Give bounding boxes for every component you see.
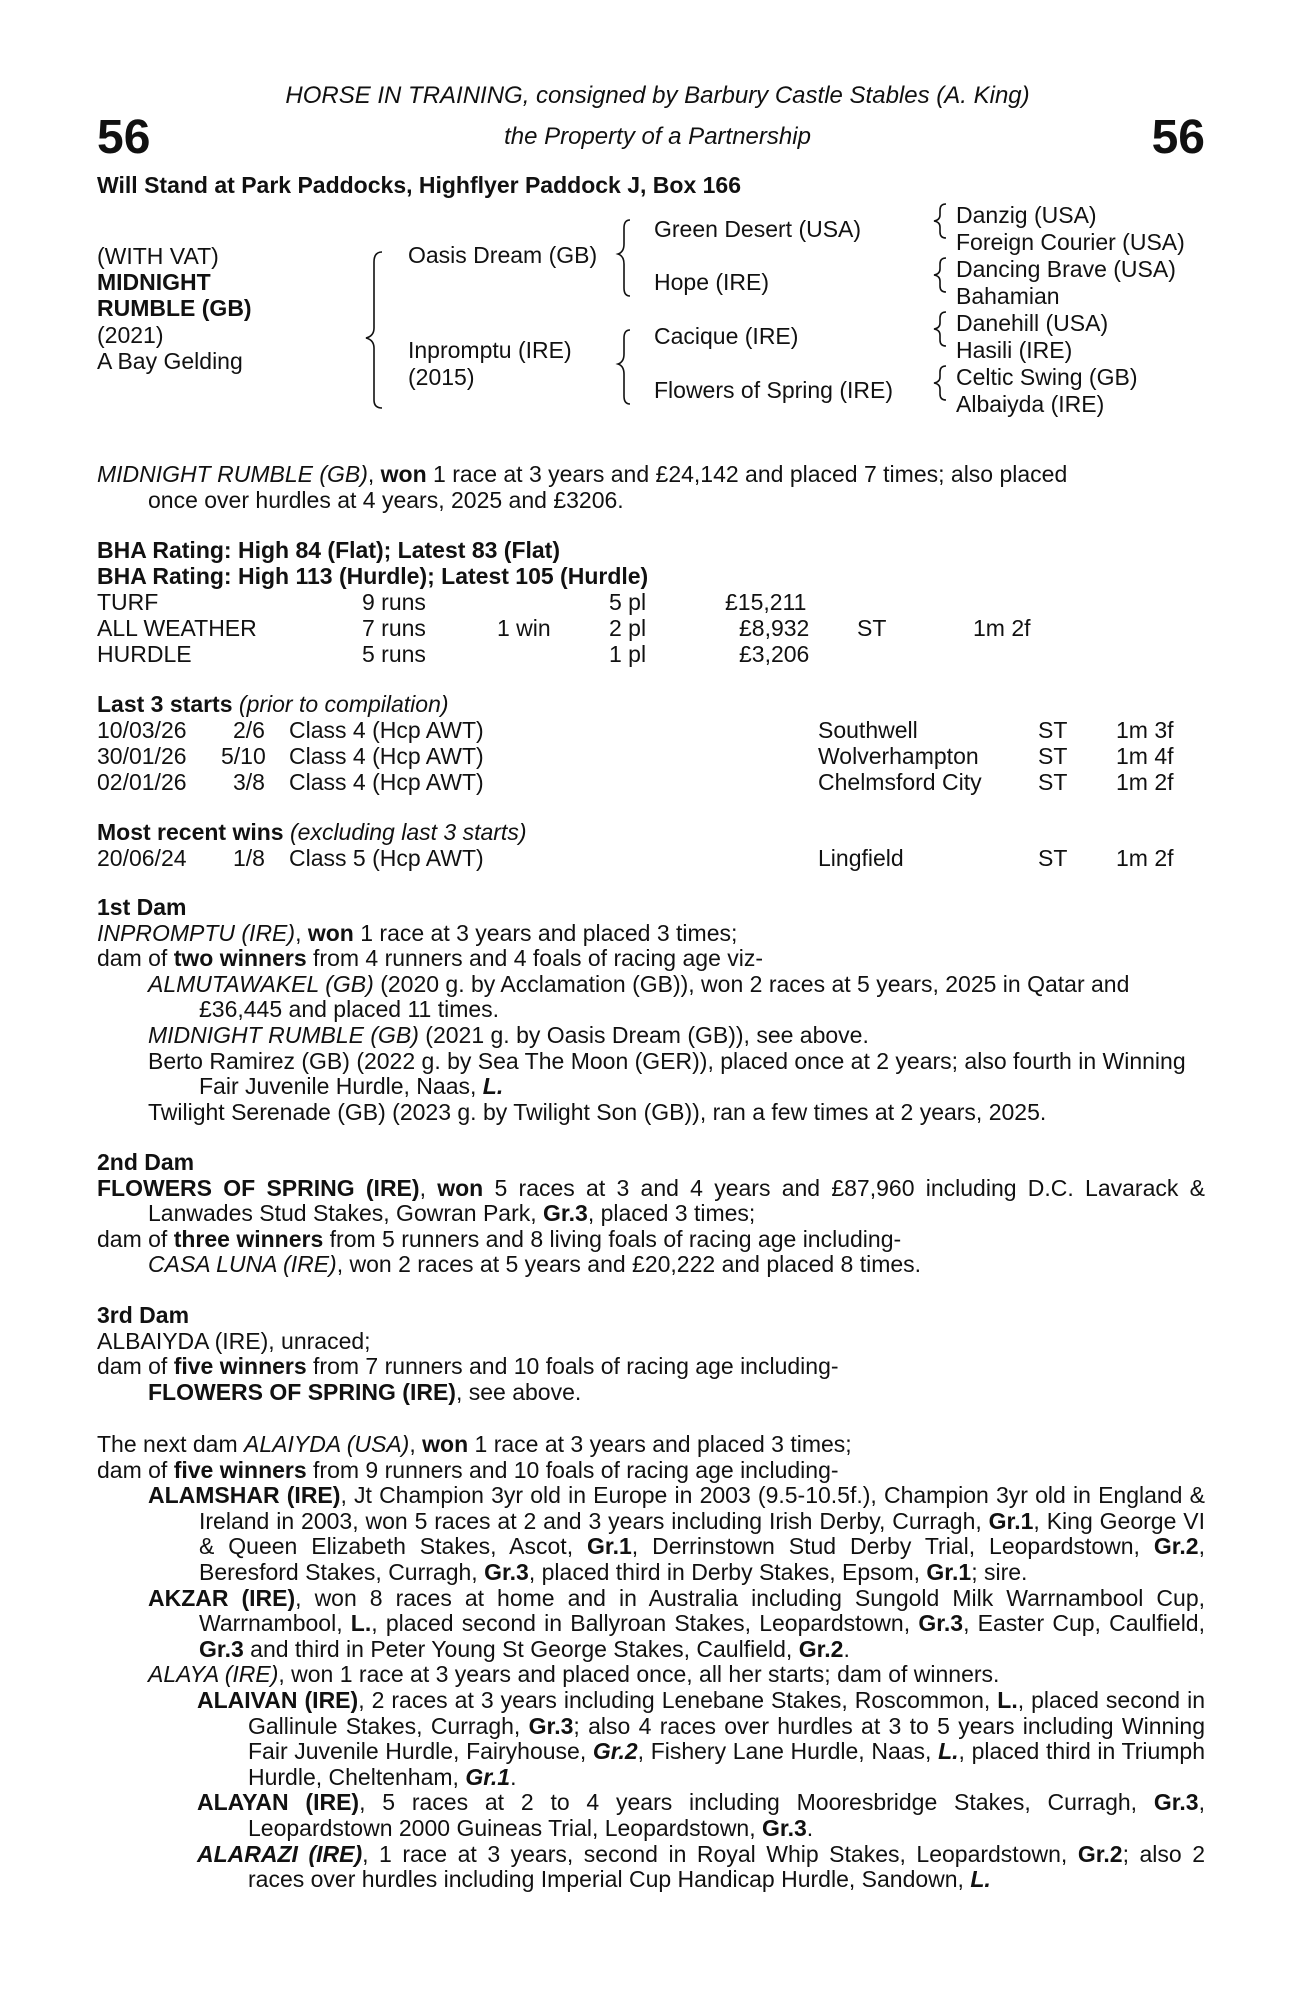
gen4-7: Celtic Swing (GB) xyxy=(956,364,1138,390)
progeny-text: , won 1 race at 3 years and placed once, all her starts; dam of winners. xyxy=(278,1661,1000,1688)
sire: Oasis Dream (GB) xyxy=(408,242,598,268)
progeny-name: FLOWERS OF SPRING (IRE) xyxy=(148,1378,456,1405)
progeny-alaya xyxy=(97,1662,1205,1688)
grade: Gr.1 xyxy=(926,1558,972,1585)
progeny-name: CASA LUNA (IRE) xyxy=(148,1251,337,1278)
progeny-text: Twilight Serenade (GB) (2023 g. by Twilight Son (GB)), ran a few times at 2 years, 2025. xyxy=(148,1098,1047,1125)
location-line: Will Stand at Park Paddocks, Highflyer Paddock J, Box 166 xyxy=(97,172,741,198)
start-going: ST xyxy=(1038,717,1068,743)
start-going: ST xyxy=(1038,769,1068,795)
gen4-1: Danzig (USA) xyxy=(956,202,1097,228)
win-course: Lingfield xyxy=(818,845,904,871)
gen4-2: Foreign Courier (USA) xyxy=(956,229,1185,255)
progeny-text: , Easter Cup, Caulfield, xyxy=(963,1610,1205,1637)
next-dam-runners: from 9 runners and 10 foals of racing age including- xyxy=(306,1456,839,1483)
progeny-item xyxy=(97,1023,1205,1049)
start-course: Southwell xyxy=(818,717,918,743)
last3-note: (prior to compilation) xyxy=(232,691,449,717)
record-runs: 7 runs xyxy=(362,615,426,641)
progeny-text: , placed third in Triumph Hurdle, Cheltenham, xyxy=(248,1738,1206,1790)
record-wins: 1 win xyxy=(497,615,551,641)
sire-dam: Hope (IRE) xyxy=(654,269,770,295)
record-runs: 9 runs xyxy=(362,589,426,615)
progeny-name: MIDNIGHT RUMBLE (GB) xyxy=(148,1021,419,1048)
progeny-alayan xyxy=(97,1790,1205,1841)
grade: Gr.3 xyxy=(528,1712,574,1739)
dam: Inpromptu (IRE) xyxy=(408,337,572,363)
recent-wins-note: (excluding last 3 starts) xyxy=(283,819,527,845)
race-summary: MIDNIGHT RUMBLE (GB), won 1 race at 3 years and £24,142 and placed 7 times; also placed once over hurdles at 4 years, 2025 and £3206. xyxy=(97,462,1205,513)
start-pos: 2/6 xyxy=(233,717,265,743)
first-dam-heading: 1st Dam xyxy=(97,894,187,920)
record-placed: 5 pl xyxy=(609,589,647,615)
win-race: Class 5 (Hcp AWT) xyxy=(289,845,484,871)
first-dam-line1: 1 race at 3 years and placed 3 times; xyxy=(353,919,738,946)
win-going: ST xyxy=(1038,845,1068,871)
progeny-text: , placed third in Derby Stakes, Epsom, xyxy=(528,1558,927,1585)
grade: Gr.2 xyxy=(592,1738,638,1765)
summary-text-2: once over hurdles at 4 years, 2025 and £3206. xyxy=(148,486,624,513)
summary-won: won xyxy=(380,461,427,487)
start-race: Class 4 (Hcp AWT) xyxy=(289,769,484,795)
progeny-text: (2020 g. by Acclamation (GB)), won 2 races at 5 years, 2025 in Qatar and £36,445 and placed 11 times. xyxy=(199,970,1130,1023)
grade: L. xyxy=(938,1738,959,1765)
win-date: 20/06/24 xyxy=(97,845,187,871)
progeny-text: , Beresford Stakes, Curragh, xyxy=(199,1533,1205,1585)
start-date: 10/03/26 xyxy=(97,717,187,743)
grade: Gr.2 xyxy=(1077,1840,1123,1867)
progeny-text: ; also 4 races over hurdles at 3 to 5 years including Winning Fair Juvenile Hurdle, Fairyhouse, xyxy=(248,1712,1205,1765)
record-prize: £8,932 xyxy=(739,615,810,641)
progeny-text: , see above. xyxy=(455,1378,582,1405)
grade: Gr.1 xyxy=(587,1533,632,1560)
start-going: ST xyxy=(1038,743,1068,769)
progeny-text: (2021 g. by Oasis Dream (GB)), see above. xyxy=(418,1021,869,1048)
third-dam-heading: 3rd Dam xyxy=(97,1302,190,1328)
horse-year: (2021) xyxy=(97,322,164,348)
progeny-text: , Derrinstown Stud Derby Trial, Leopardstown, xyxy=(631,1533,1154,1560)
dam-of-label: dam of xyxy=(97,1225,174,1252)
progeny-text: , placed second in Gallinule Stakes, Curragh, xyxy=(248,1686,1205,1739)
grade: L. xyxy=(997,1686,1018,1713)
progeny-text: , Jt Champion 3yr old in Europe in 2003 (9.5-10.5f.), Champion 3yr old in England & Ireland in 2003, won 5 races at 2 and 3 years including Irish Derby, Curragh, xyxy=(199,1482,1205,1534)
dam-of-label: dam of xyxy=(97,1353,174,1380)
progeny-text: , won 2 races at 5 years and £20,222 and placed 8 times. xyxy=(336,1251,922,1278)
third-dam-runners: from 7 runners and 10 foals of racing age including- xyxy=(306,1353,839,1380)
start-dist: 1m 3f xyxy=(1116,717,1174,743)
record-placed: 2 pl xyxy=(609,615,647,641)
progeny-akzar xyxy=(97,1586,1205,1663)
first-dam-section: 1st Dam INPROMPTU (IRE), won 1 race at 3 years and placed 3 times; dam of two winners from 4 runners and 4 foals of racing age viz- ALMUTAWAKEL (GB) (2020 g. by Acclamation (GB)), won 2 races at 5 years, 2025 in Qatar and £36,445 and placed 11 times. MIDNIGHT RUMBLE (GB) (2021 g. by Oasis Dream (GB)), see above. Berto Ramirez (GB) (2022 g. by Sea The Moon (GER)), placed once at 2 years; also fourth in Winning Fair Juvenile Hurdle, Naas, L. Twilight Serenade (GB) (2023 g. by Twilight Son (GB)), ran a few times at 2 years, 2025. xyxy=(97,895,1205,1125)
dam-of-label: dam of xyxy=(97,945,174,972)
win-dist: 1m 2f xyxy=(1116,845,1174,871)
last3-row xyxy=(97,717,1207,743)
third-dam-winners: five winners xyxy=(173,1353,307,1380)
start-race: Class 4 (Hcp AWT) xyxy=(289,717,484,743)
recent-win-row xyxy=(97,845,1207,871)
progeny-text: , Leopardstown 2000 Guineas Trial, Leopardstown, xyxy=(248,1789,1205,1841)
start-date: 30/01/26 xyxy=(97,743,187,769)
recent-wins-title: Most recent wins xyxy=(97,819,284,845)
progeny-item xyxy=(97,972,1205,1023)
progeny-text: and third in Peter Young St George Stakes, Caulfield, xyxy=(243,1635,799,1662)
progeny-text: , Fishery Lane Hurdle, Naas, xyxy=(637,1738,939,1765)
grade: Gr.3 xyxy=(484,1558,529,1585)
grade: Gr.2 xyxy=(798,1635,844,1662)
grade: Gr.1 xyxy=(465,1763,511,1790)
start-date: 02/01/26 xyxy=(97,769,187,795)
record-prize: £3,206 xyxy=(739,641,810,667)
rating-flat: BHA Rating: High 84 (Flat); Latest 83 (Flat) xyxy=(97,537,560,563)
second-dam-text: 5 races at 3 and 4 years and £87,960 including D.C. Lavarack & Lanwades Stud Stakes, Gowran Park, xyxy=(148,1174,1205,1227)
progeny-name: ALAYAN (IRE) xyxy=(197,1789,360,1816)
start-pos: 5/10 xyxy=(221,743,266,769)
last3-title: Last 3 starts xyxy=(97,691,233,717)
next-dam-winners: five winners xyxy=(173,1456,307,1483)
record-going: ST xyxy=(857,615,887,641)
grade: Gr.3 xyxy=(762,1814,807,1841)
summary-horse-name: MIDNIGHT RUMBLE (GB) xyxy=(97,461,368,487)
progeny-name: ALARAZI (IRE) xyxy=(197,1840,363,1867)
progeny-text: , 2 races at 3 years including Lenebane Stakes, Roscommon, xyxy=(358,1686,998,1713)
last3-row xyxy=(97,743,1207,769)
vat-label: (WITH VAT) xyxy=(97,243,219,269)
next-dam-name: ALAIYDA (USA) xyxy=(244,1431,410,1457)
grade: Gr.1 xyxy=(988,1507,1034,1534)
progeny-text: , 1 race at 3 years, second in Royal Whip Stakes, Leopardstown, xyxy=(362,1840,1078,1867)
third-dam-line1: ALBAIYDA (IRE), unraced; xyxy=(97,1327,371,1354)
progeny-grade: L. xyxy=(482,1073,504,1100)
sire-sire: Green Desert (USA) xyxy=(654,216,862,242)
gen4-5: Danehill (USA) xyxy=(956,310,1109,336)
consignment-line: HORSE IN TRAINING, consigned by Barbury Castle Stables (A. King) xyxy=(285,82,1030,109)
progeny-alarazi xyxy=(97,1842,1205,1893)
next-dam-intro: The next dam xyxy=(97,1431,245,1457)
dam-sire: Cacique (IRE) xyxy=(654,323,799,349)
grade: Gr.3 xyxy=(199,1635,244,1662)
record-row xyxy=(97,589,1207,615)
last3-row xyxy=(97,769,1207,795)
next-dam-won: won xyxy=(422,1431,469,1457)
second-dam-name: FLOWERS OF SPRING (IRE) xyxy=(97,1174,420,1201)
third-dam-section xyxy=(97,1303,1205,1405)
horse-description: A Bay Gelding xyxy=(97,348,243,374)
progeny-text: , placed second in Ballyroan Stakes, Leopardstown, xyxy=(371,1610,919,1637)
second-dam-runners: from 5 runners and 8 living foals of racing age including- xyxy=(323,1225,902,1252)
dam-dam: Flowers of Spring (IRE) xyxy=(654,377,894,403)
second-dam-winners: three winners xyxy=(173,1225,324,1252)
grade: Gr.2 xyxy=(1153,1533,1199,1560)
lot-number-right: 56 xyxy=(1151,111,1205,164)
dam-of-label: dam of xyxy=(97,1456,174,1483)
property-line: the Property of a Partnership xyxy=(504,123,811,150)
first-dam-name: INPROMPTU (IRE) xyxy=(97,919,296,946)
next-dam-line1: 1 race at 3 years and placed 3 times; xyxy=(468,1431,852,1457)
last3-heading xyxy=(97,691,449,718)
next-dam-section: The next dam ALAIYDA (USA), won 1 race at 3 years and placed 3 times; dam of five winners from 9 runners and 10 foals of racing age including- ALAMSHAR (IRE), Jt Champion 3yr old in Europe in 2003 (9.5-10.5f.), Champion 3yr old in England & Ireland in 2003, won 5 races at 2 and 3 years including Irish Derby, Curragh, Gr.1, King George VI & Queen Elizabeth Stakes, Ascot, Gr.1, Derrinstown Stud Derby Trial, Leopardstown, Gr.2, Beresford Stakes, Curragh, Gr.3, placed third in Derby Stakes, Epsom, Gr.1; sire. AKZAR (IRE), won 8 races at home and in Australia including Sungold Milk Warrnambool Cup, Warrnambool, L., placed second in Ballyroan Stakes, Leopardstown, Gr.3, Easter Cup, Caulfield, Gr.3 and third in Peter Young St George Stakes, Caulfield, Gr.2. ALAYA (IRE), won 1 race at 3 years and placed once, all her starts; dam of winners. ALAIVAN (IRE), 2 races at 3 years including Lenebane Stakes, Roscommon, L., placed second in Gallinule Stakes, Curragh, Gr.3; also 4 races over hurdles at 3 to 5 years including Winning Fair Juvenile Hurdle, Fairyhouse, Gr.2, Fishery Lane Hurdle, Naas, L., placed third in Triumph Hurdle, Cheltenham, Gr.1. ALAYAN (IRE), 5 races at 2 to 4 years including Mooresbridge Stakes, Curragh, Gr.3, Leopardstown 2000 Guineas Trial, Leopardstown, Gr.3. ALARAZI (IRE), 1 race at 3 years, second in Royal Whip Stakes, Leopardstown, Gr.2; also 2 races over hurdles including Imperial Cup Handicap Hurdle, Sandown, L. xyxy=(97,1431,1206,1893)
win-pos: 1/8 xyxy=(233,845,265,871)
progeny-text: Berto Ramirez (GB) (2022 g. by Sea The Moon (GER)), placed once at 2 years; also fourth in Winning Fair Juvenile Hurdle, Naas, xyxy=(148,1047,1186,1100)
progeny-text: . xyxy=(806,1814,814,1841)
first-dam-runners: from 4 runners and 4 foals of racing age viz- xyxy=(306,945,764,972)
progeny-text: . xyxy=(510,1763,517,1790)
grade: Gr.3 xyxy=(1153,1789,1199,1816)
progeny-text: , won 8 races at home and in Australia including Sungold Milk Warrnambool Cup, Warrnambool, xyxy=(199,1584,1205,1637)
first-dam-winners: two winners xyxy=(173,945,307,972)
start-race: Class 4 (Hcp AWT) xyxy=(289,743,484,769)
progeny-text: , 5 races at 2 to 4 years including Mooresbridge Stakes, Curragh, xyxy=(359,1789,1154,1816)
progeny-item xyxy=(97,1049,1205,1100)
gen4-3: Dancing Brave (USA) xyxy=(956,256,1176,282)
start-course: Chelmsford City xyxy=(818,769,982,795)
progeny-item xyxy=(97,1380,1205,1406)
second-dam-won: won xyxy=(437,1174,484,1201)
grade: Gr.3 xyxy=(918,1610,964,1637)
second-dam-grade: Gr.3 xyxy=(543,1200,588,1227)
record-runs: 5 runs xyxy=(362,641,426,667)
record-row xyxy=(97,641,1207,667)
lot-number-left: 56 xyxy=(97,111,151,164)
progeny-text: , King George VI & Queen Elizabeth Stakes, Ascot, xyxy=(199,1507,1205,1560)
grade: L. xyxy=(350,1610,372,1637)
progeny-alamshar xyxy=(97,1483,1205,1585)
second-dam-text-end: , placed 3 times; xyxy=(587,1200,756,1227)
progeny-text: . xyxy=(843,1635,850,1662)
record-prize: £15,211 xyxy=(725,589,807,615)
progeny-text: ; also 2 races over hurdles including Imperial Cup Handicap Hurdle, Sandown, xyxy=(248,1840,1206,1893)
progeny-name: ALAMSHAR (IRE) xyxy=(148,1482,341,1509)
gen4-6: Hasili (IRE) xyxy=(956,337,1073,363)
record-placed: 1 pl xyxy=(609,641,647,667)
grade: L. xyxy=(970,1866,991,1893)
start-dist: 1m 4f xyxy=(1116,743,1174,769)
record-row xyxy=(97,615,1207,641)
progeny-item xyxy=(97,1100,1205,1126)
rating-hurdle: BHA Rating: High 113 (Hurdle); Latest 105 (Hurdle) xyxy=(97,563,649,589)
record-surface: HURDLE xyxy=(97,641,192,667)
progeny-text: ; sire. xyxy=(971,1558,1028,1585)
gen4-8: Albaiyda (IRE) xyxy=(956,391,1105,417)
dam-year: (2015) xyxy=(408,364,475,390)
record-surface: TURF xyxy=(97,589,159,615)
progeny-name: ALAYA (IRE) xyxy=(148,1661,279,1688)
record-distance: 1m 2f xyxy=(973,615,1031,641)
horse-name-line2: RUMBLE (GB) xyxy=(97,295,252,321)
first-dam-won: won xyxy=(307,919,354,946)
summary-text-1: 1 race at 3 years and £24,142 and placed 7 times; also placed xyxy=(426,461,1068,487)
horse-name-line1: MIDNIGHT xyxy=(97,269,211,295)
start-course: Wolverhampton xyxy=(818,743,979,769)
start-dist: 1m 2f xyxy=(1116,769,1174,795)
second-dam-heading: 2nd Dam xyxy=(97,1149,195,1175)
progeny-item xyxy=(97,1252,1205,1278)
progeny-name: AKZAR (IRE) xyxy=(148,1584,296,1611)
second-dam-section: 2nd Dam FLOWERS OF SPRING (IRE), won 5 races at 3 and 4 years and £87,960 including D.C. Lavarack & Lanwades Stud Stakes, Gowran Park, Gr.3, placed 3 times; dam of three winners from 5 runners and 8 living foals of racing age including- CASA LUNA (IRE), won 2 races at 5 years and £20,222 and placed 8 times. xyxy=(97,1149,1205,1278)
recent-wins-heading xyxy=(97,819,526,846)
start-pos: 3/8 xyxy=(233,769,265,795)
progeny-alaivan xyxy=(97,1688,1205,1790)
progeny-name: ALAIVAN (IRE) xyxy=(197,1686,359,1713)
progeny-name: ALMUTAWAKEL (GB) xyxy=(148,970,374,997)
record-surface: ALL WEATHER xyxy=(97,615,257,641)
gen4-4: Bahamian xyxy=(956,283,1060,309)
